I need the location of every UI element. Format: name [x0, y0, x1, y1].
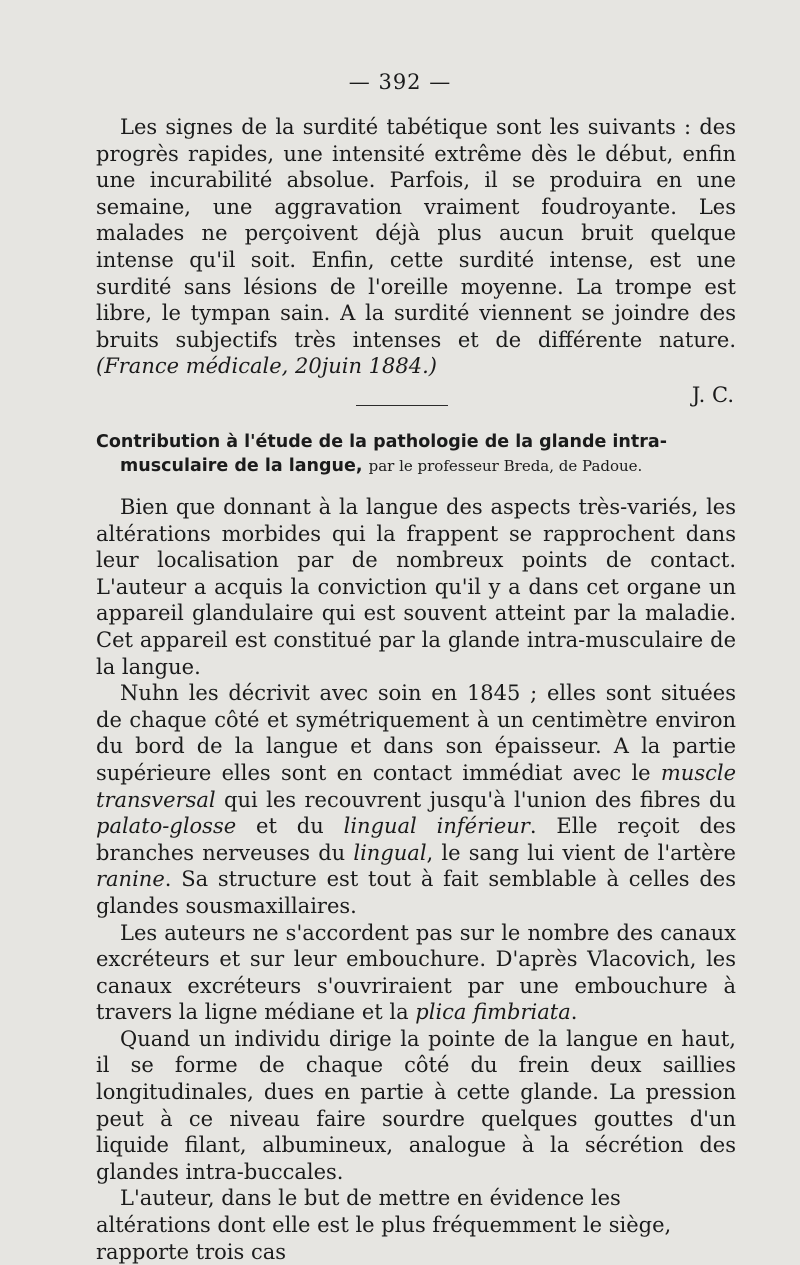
text-run: . Elle reçoit des branches nerveuses du [96, 814, 736, 865]
section-surdite-tabetique [96, 114, 736, 409]
article-title-line2-wrap [96, 454, 736, 478]
paragraph [96, 114, 736, 380]
emphasis: palato-glosse [96, 814, 237, 839]
page-number: — 392 — [348, 70, 452, 94]
paragraph: L'auteur, dans le but de mettre en évidence les altérations dont elle est le plus fréquemment le siège, rapporte trois cas [96, 1186, 672, 1264]
section-divider [356, 405, 448, 406]
text-run: . Sa structure est tout à fait semblable à celles des glandes sousmaxillaires. [96, 867, 736, 918]
article-title-line1: Contribution à l'étude de la pathologie de la glande intra- [96, 432, 667, 452]
paragraph: Bien que donnant à la langue des aspects très-variés, les altérations morbides qui la frappent se rapprochent dans leur localisation par de nombreux points de contact. L'auteur a acquis la conviction qu'il y a dans cet organe un appareil glandulaire qui est souvent atteint par la maladie. Cet appareil est constitué par la glande intra-musculaire de la langue. [96, 495, 736, 679]
article-heading [96, 430, 736, 478]
paragraph: Quand un individu dirige la pointe de la langue en haut, il se forme de chaque côté du frein deux saillies longitudinales, dues en partie à cette glande. La pression peut à ce niveau faire sourdre quelques gouttes d'un liquide filant, albumineux, analogue à la sécrétion des glandes intra-buccales. [96, 1026, 736, 1184]
paragraph [96, 680, 736, 919]
emphasis: muscle transversal [96, 760, 736, 812]
text-run: Les auteurs ne s'accordent pas sur le nombre des canaux excréteurs et sur leur embouchure. D'après Vlacovich, les canaux excréteurs s'ouvriraient par une embouchure à travers la ligne médiane et la [96, 920, 736, 1025]
text-run: qui les recouvrent jusqu'à l'union des fibres du [215, 787, 736, 812]
signature: J. C. [691, 382, 734, 407]
article-byline: par le professeur Breda, de Padoue. [368, 457, 643, 475]
paragraph [96, 920, 736, 1026]
article-body [96, 494, 736, 1265]
paragraph-text: Les signes de la surdité tabétique sont les suivants : des progrès rapides, une intensité extrême dès le début, enfin une incurabilité absolue. Parfois, il se produira en une semaine, une aggravation vraiment foudroyante. Les malades ne perçoivent déjà plus aucun bruit quelque intense qu'il soit. Enfin, cette surdité intense, est une surdité sans lésions de l'oreille moyenne. La trompe est libre, le tympan sain. A la surdité viennent se joindre des bruits subjectifs très intenses et de différente nature. [96, 115, 736, 352]
text-run: . [570, 1000, 578, 1025]
text-run: , le sang lui vient de l'artère [426, 840, 736, 865]
article-title-line2: musculaire de la langue, [120, 456, 363, 476]
citation: (France médicale, 20juin 1884.) [96, 354, 437, 379]
emphasis: lingual [353, 840, 427, 865]
emphasis: ranine [96, 867, 165, 892]
text-run: Nuhn les décrivit avec soin en 1845 ; elles sont situées de chaque côté et symétriquement à un centimètre environ du bord de la langue et dans son épaisseur. A la partie supérieure elles sont en contact immédiat avec le [96, 681, 736, 785]
emphasis: lingual inférieur [343, 814, 530, 839]
emphasis: plica fimbriata [415, 1000, 571, 1025]
text-run: et du [236, 814, 344, 839]
